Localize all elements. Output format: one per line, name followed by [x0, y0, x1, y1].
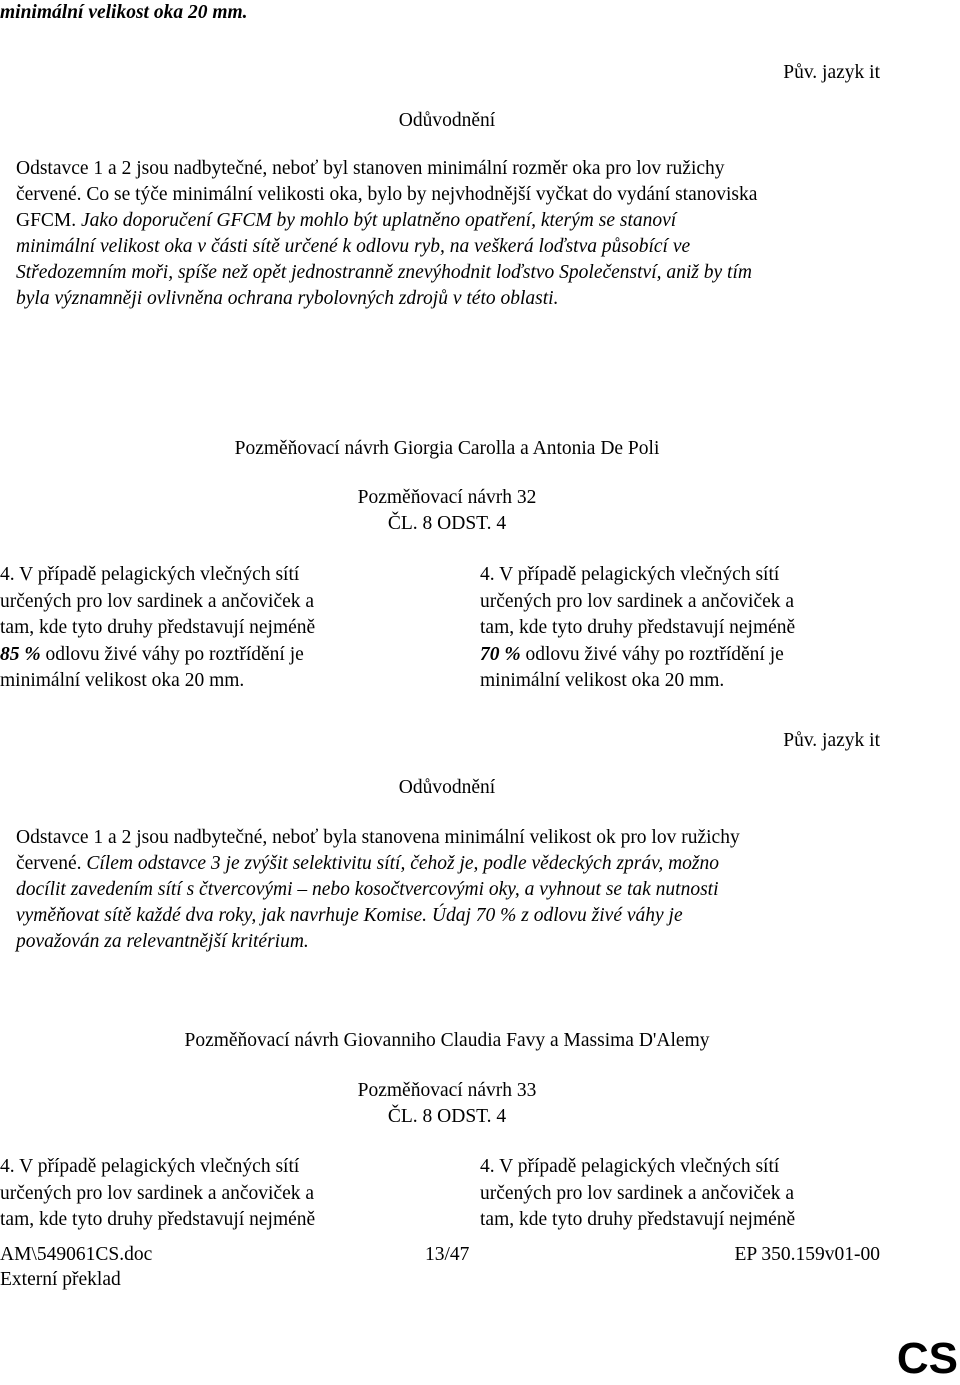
amendment-article: ČL. 8 ODST. 4: [387, 513, 507, 534]
page-number: 13/47: [425, 1244, 470, 1265]
amendment-text-column: [480, 1154, 795, 1234]
column-line: určených pro lov sardinek a ančoviček a: [0, 590, 315, 612]
original-language-note: Pův. jazyk it: [783, 730, 880, 751]
amendment-author: Pozměňovací návrh Giovanniho Claudia Favy a Massima D'Alemy: [184, 1030, 710, 1051]
justification-line: Středozemním moři, spíše než opět jednostranně znevýhodnit loďstvo Společenství, aniž by tím: [16, 262, 752, 283]
ep-reference: EP 350.159v01-00: [734, 1244, 880, 1265]
column-line: tam, kde tyto druhy představují nejméně: [480, 1209, 796, 1230]
original-language-note: Pův. jazyk it: [783, 62, 880, 83]
column-line: 70 % odlovu živé váhy po roztřídění je: [480, 643, 784, 665]
column-line: 4. V případě pelagických vlečných sítí: [0, 564, 300, 585]
column-line: tam, kde tyto druhy představují nejméně: [0, 617, 316, 638]
amendment-number: Pozměňovací návrh 32: [357, 487, 537, 508]
document-reference: AM\549061CS.doc: [0, 1244, 153, 1265]
amendment-number: Pozměňovací návrh 33: [357, 1080, 537, 1101]
column-line: 4. V případě pelagických vlečných sítí: [0, 1156, 300, 1177]
amendment-article: ČL. 8 ODST. 4: [387, 1106, 507, 1127]
column-line: tam, kde tyto druhy představují nejméně: [480, 617, 796, 638]
translation-note: Externí překlad: [0, 1269, 121, 1290]
justification-heading: Odůvodnění: [398, 110, 496, 131]
column-line: 4. V případě pelagických vlečných sítí: [480, 564, 780, 585]
justification-line: červené. Cílem odstavce 3 je zvýšit selektivitu sítí, čehož je, podle vědeckých zpráv, možno: [16, 853, 720, 874]
column-line: 4. V případě pelagických vlečných sítí: [480, 1156, 780, 1177]
justification-line: červené. Co se týče minimální velikosti oka, bylo by nejvhodnější vyčkat do vydání stanoviska: [16, 184, 758, 205]
justification-text: [16, 825, 740, 955]
amendment-author: Pozměňovací návrh Giorgia Carolla a Antonia De Poli: [234, 438, 660, 459]
justification-line: Odstavce 1 a 2 jsou nadbytečné, neboť byla stanovena minimální velikost ok pro lov ružichy: [16, 827, 740, 848]
language-code: CS: [896, 1334, 958, 1383]
previous-amendment-fragment: minimální velikost oka 20 mm.: [0, 2, 248, 23]
justification-line: docílit zavedením sítí s čtvercovými – nebo kosočtvercovými oky, a vyhnout se tak nutnosti: [16, 879, 719, 900]
commission-text-column: [0, 1154, 315, 1234]
column-line: určených pro lov sardinek a ančoviček a: [0, 1182, 315, 1204]
justification-text: [16, 156, 757, 312]
amendment-text-column: [480, 562, 795, 695]
column-line: tam, kde tyto druhy představují nejméně: [0, 1209, 316, 1230]
justification-line: minimální velikost oka v části sítě určené k odlovu ryb, na veškerá loďstva působící ve: [16, 236, 691, 257]
column-line: určených pro lov sardinek a ančoviček a: [480, 1182, 795, 1204]
justification-line: GFCM. Jako doporučení GFCM by mohlo být uplatněno opatření, kterým se stanoví: [16, 210, 677, 231]
justification-line: Odstavce 1 a 2 jsou nadbytečné, neboť byl stanoven minimální rozměr oka pro lov ružichy: [16, 158, 725, 179]
justification-line: považován za relevantnější kritérium.: [16, 931, 309, 952]
commission-text-column: [0, 562, 315, 695]
column-line: minimální velikost oka 20 mm.: [480, 670, 725, 691]
justification-heading: Odůvodnění: [398, 777, 496, 798]
column-line: určených pro lov sardinek a ančoviček a: [480, 590, 795, 612]
column-line: minimální velikost oka 20 mm.: [0, 670, 245, 691]
justification-line: byla významněji ovlivněna ochrana rybolovných zdrojů v této oblasti.: [16, 288, 559, 309]
justification-line: vyměňovat sítě každé dva roky, jak navrhuje Komise. Údaj 70 % z odlovu živé váhy je: [16, 905, 683, 926]
column-line: 85 % odlovu živé váhy po roztřídění je: [0, 643, 304, 665]
